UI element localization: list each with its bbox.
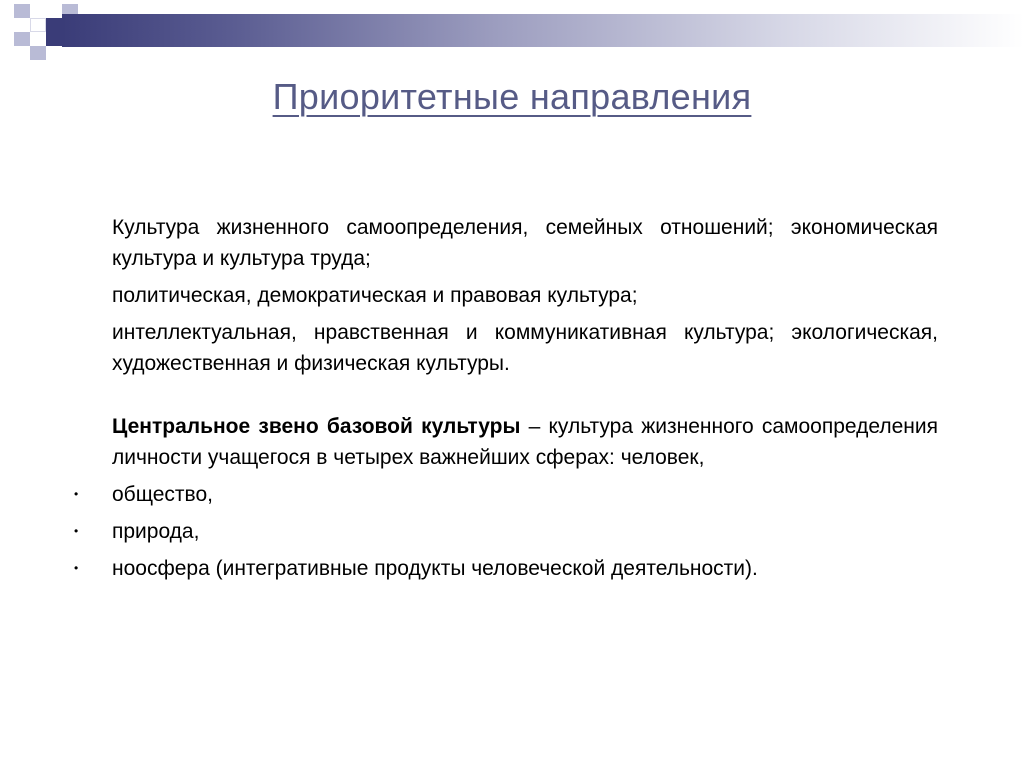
decor-square (46, 18, 62, 32)
spacer (112, 385, 938, 411)
list-item (74, 479, 939, 510)
list-item-text: ноосфера (интегративные продукты человеческой деятельности). (112, 557, 758, 580)
decor-square (30, 46, 46, 60)
list-item (74, 553, 939, 584)
list-item-text: природа, (112, 520, 200, 543)
paragraph: Культура жизненного самоопределения, семейных отношений; экономическая культура и культура труда; (112, 216, 938, 270)
header-band (62, 14, 1024, 47)
decor-square (14, 4, 30, 18)
decor-square (30, 18, 46, 32)
bullet-icon: • (74, 524, 79, 538)
decor-square (14, 32, 30, 46)
bullet-list (74, 479, 938, 584)
central-rest-text: – культура жизненного самоопределения личности учащегося в четырех важнейших сферах: человек, (112, 415, 938, 469)
list-item (74, 516, 939, 547)
central-paragraph (112, 411, 938, 473)
bullet-icon: • (74, 561, 79, 575)
slide-content (74, 212, 938, 590)
list-item-text: общество, (112, 483, 213, 506)
paragraph: интеллектуальная, нравственная и коммуникативная культура; экологическая, художественная и физическая культуры. (112, 321, 938, 375)
paragraph: политическая, демократическая и правовая культура; (112, 284, 638, 307)
central-bold-text: Центральное звено базовой культуры (112, 415, 521, 438)
slide-title: Приоритетные направления (272, 76, 752, 117)
decor-square (46, 32, 62, 46)
bullet-icon: • (74, 487, 79, 501)
